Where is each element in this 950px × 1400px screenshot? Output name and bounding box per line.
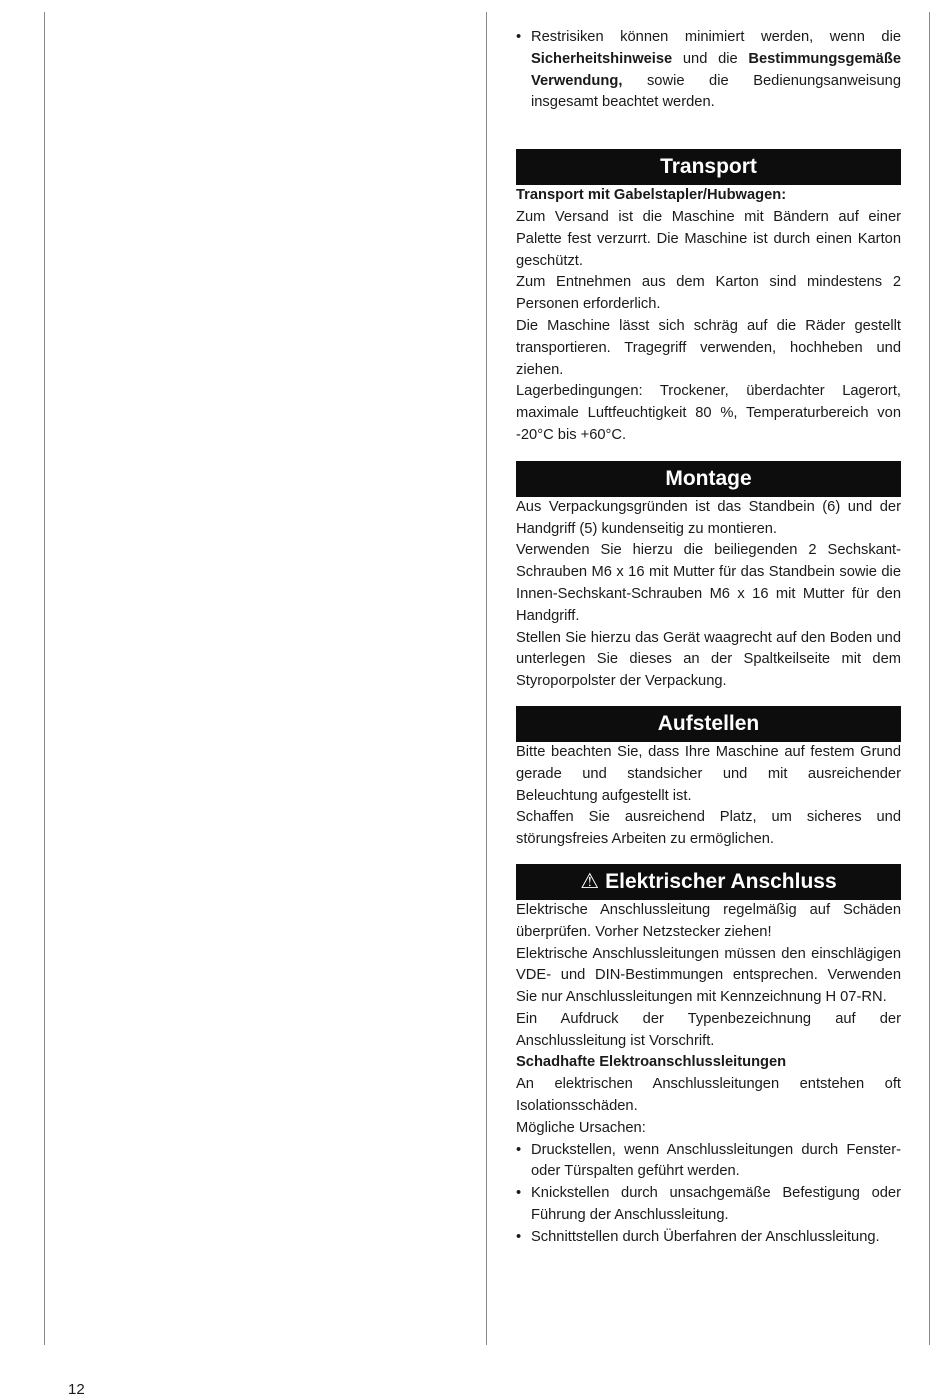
anschluss-paragraph: An elektrischen Anschlussleitungen entstehen oft Isolationsschäden. (516, 1076, 901, 1115)
aufstellen-paragraph: Bitte beachten Sie, dass Ihre Maschine auf festem Grund gerade und standsicher und mit ausreichender Beleuchtung aufgestellt ist. (516, 743, 901, 804)
montage-paragraph: Verwenden Sie hierzu die beiliegenden 2 Sechskant-Schrauben M6 x 16 mit Mutter für das Standbein sowie die Innen-Sechskant-Schrauben M6 x 16 mit Mutter für den Handgriff. (516, 542, 901, 624)
intro-bullet: • Restrisiken können minimiert werden, wenn die Sicherheitshinweise und die Bestimmungsgemäße Verwendung, sowie die Bedienungsanweisung insgesamt beachtet werden. (516, 27, 901, 114)
transport-paragraph: Die Maschine lässt sich schräg auf die Räder gestellt transportieren. Tragegriff verwenden, hochheben und ziehen. (516, 317, 901, 378)
anschluss-paragraph: Elektrische Anschlussleitung regelmäßig auf Schäden überprüfen. Vorher Netzstecker ziehen! (516, 901, 901, 940)
montage-paragraph: Aus Verpackungsgründen ist das Standbein (6) und der Handgriff (5) kundenseitig zu montieren. (516, 498, 901, 537)
anschluss-bullet: • Druckstellen, wenn Anschlussleitungen durch Fenster- oder Türspalten geführt werden. (516, 1140, 901, 1184)
transport-paragraph: Zum Versand ist die Maschine mit Bändern auf einer Palette fest verzurrt. Die Maschine ist durch einen Karton geschützt. (516, 208, 901, 269)
right-column-rule (929, 12, 930, 1345)
transport-heading: Transport (516, 149, 901, 185)
right-text-column (516, 27, 901, 1249)
anschluss-paragraph: Mögliche Ursachen: (516, 1119, 646, 1136)
aufstellen-heading: Aufstellen (516, 706, 901, 742)
anschluss-subheading: Schadhafte Elektroanschlussleitungen (516, 1054, 787, 1071)
anschluss-heading: ⚠ Elektrischer Anschluss (516, 864, 901, 900)
montage-paragraph: Stellen Sie hierzu das Gerät waagrecht auf den Boden und unterlegen Sie dieses an der Spaltkeilseite mit dem Styroporpolster der Verpackung. (516, 629, 901, 690)
left-column-rule (44, 12, 45, 1345)
warning-triangle-icon: ⚠ (580, 869, 600, 893)
transport-paragraph: Lagerbedingungen: Trockener, überdachter Lagerort, maximale Luftfeuchtigkeit 80 %, Temperaturbereich von -20°C bis +60°C. (516, 383, 901, 443)
anschluss-bullet: • Schnittstellen durch Überfahren der Anschlussleitung. (516, 1227, 901, 1249)
transport-paragraph: Zum Entnehmen aus dem Karton sind mindestens 2 Personen erforderlich. (516, 274, 901, 313)
page-number: 12 (68, 1381, 85, 1398)
montage-heading: Montage (516, 461, 901, 497)
anschluss-paragraph: Elektrische Anschlussleitungen müssen den einschlägigen VDE- und DIN-Bestimmungen entsprechen. Verwenden Sie nur Anschlussleitungen mit Kennzeichnung H 07-RN. (516, 945, 901, 1006)
transport-subheading: Transport mit Gabelstapler/Hubwagen: (516, 187, 787, 204)
anschluss-paragraph: Ein Aufdruck der Typenbezeichnung auf der Anschlussleitung ist Vorschrift. (516, 1010, 901, 1049)
anschluss-bullet: • Knickstellen durch unsachgemäße Befestigung oder Führung der Anschlussleitung. (516, 1183, 901, 1227)
middle-column-rule (486, 12, 487, 1345)
aufstellen-paragraph: Schaffen Sie ausreichend Platz, um sicheres und störungsfreies Arbeiten zu ermöglichen. (516, 809, 901, 848)
